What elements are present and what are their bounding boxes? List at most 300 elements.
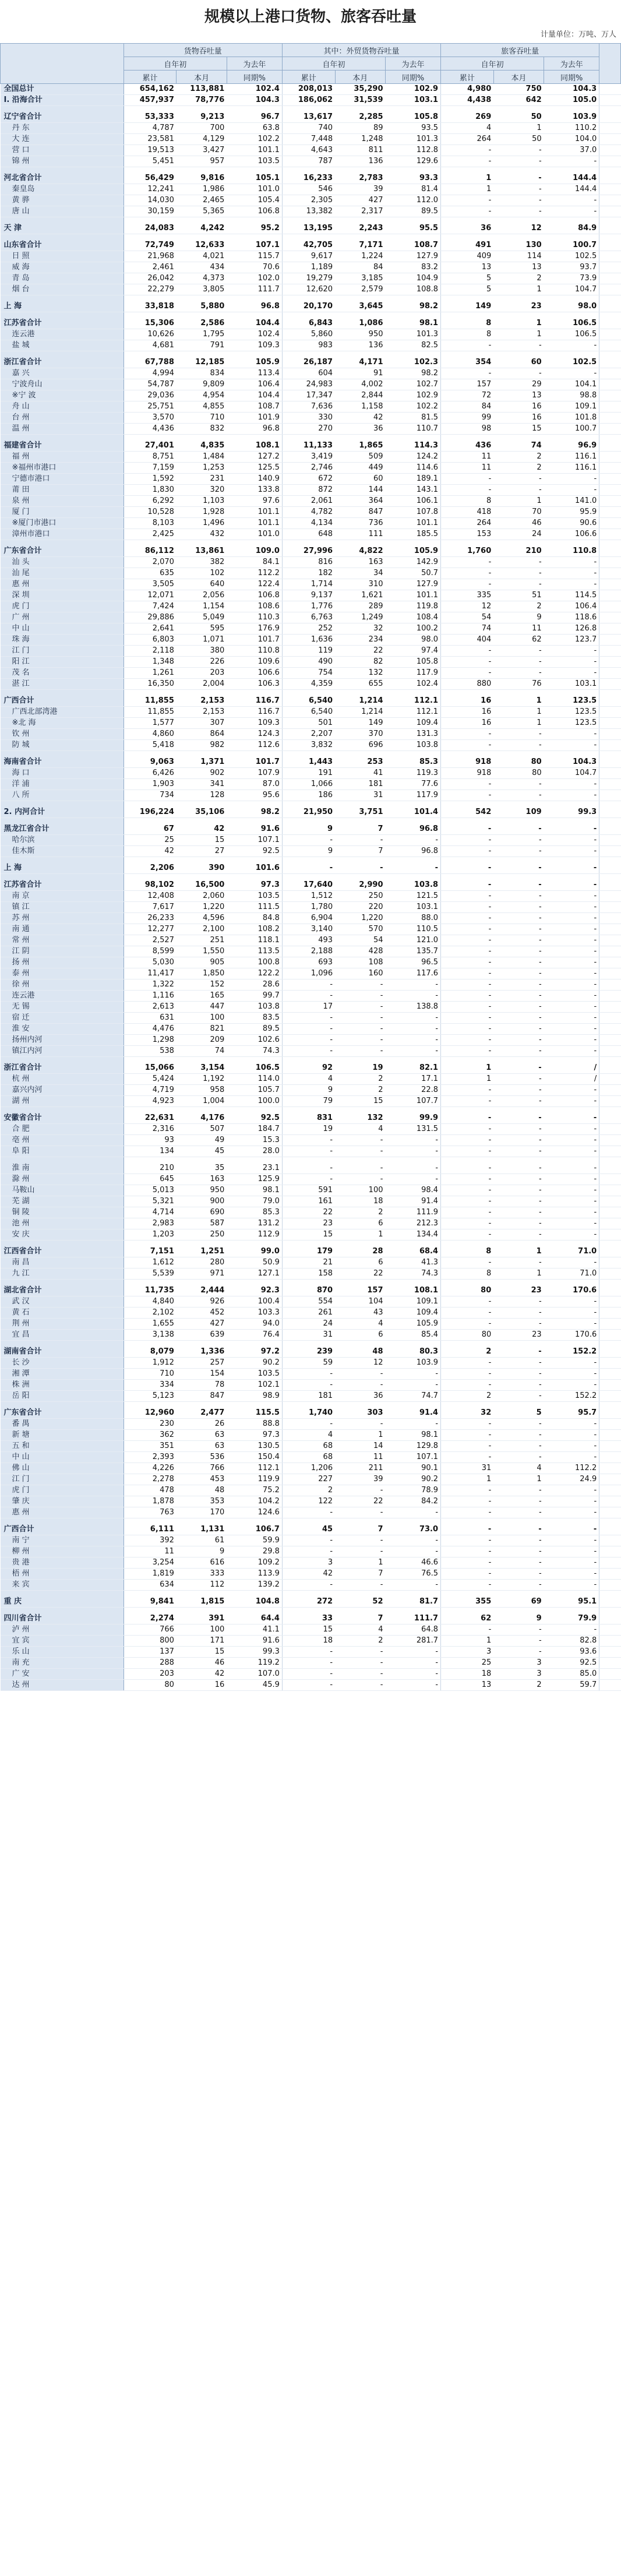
cell-foreign-yoy: 64.8: [386, 1624, 441, 1636]
row-label: [1, 295, 124, 302]
cell-foreign-yoy: -: [386, 1507, 441, 1518]
cell-passenger-cumulative: 149: [441, 301, 494, 312]
cell-passenger-cumulative: 404: [441, 635, 494, 646]
cell-cargo-month: 957: [177, 156, 227, 167]
table-header: [1, 44, 621, 84]
cell-passenger-yoy: 114.5: [544, 590, 599, 601]
table-row: [1, 1207, 621, 1218]
cell-passenger-month: [493, 818, 544, 824]
cell-passenger-month: 24: [493, 529, 544, 540]
cell-foreign-month: 19: [335, 1063, 385, 1074]
cell-foreign-month: 1: [335, 1430, 385, 1441]
cell-passenger-yoy: -: [544, 1085, 599, 1096]
table-row: [1, 768, 621, 779]
cell-passenger-cumulative: -: [441, 474, 494, 485]
cell-passenger-yoy: 98.0: [544, 301, 599, 312]
cell-passenger-cumulative: 264: [441, 518, 494, 529]
cell-cargo-month: 15: [177, 835, 227, 846]
table-row: [1, 1535, 621, 1546]
cell-foreign-month: 48: [335, 1347, 385, 1358]
row-right-edge: [599, 1196, 621, 1207]
row-label: 江西省合计: [1, 1246, 124, 1257]
cell-foreign-yoy: 99.9: [386, 1113, 441, 1124]
row-right-edge: [599, 1319, 621, 1330]
cell-passenger-yoy: 144.4: [544, 184, 599, 195]
cell-cargo-yoy: 98.9: [227, 1391, 282, 1402]
cell-cargo-yoy: 92.5: [227, 1113, 282, 1124]
cell-cargo-yoy: 106.6: [227, 668, 282, 679]
cell-cargo-month: [177, 801, 227, 808]
cell-foreign-cumulative: 22: [282, 1207, 335, 1218]
cell-passenger-yoy: -: [544, 340, 599, 351]
row-right-edge: [599, 590, 621, 601]
cell-foreign-yoy: -: [386, 1135, 441, 1146]
cell-foreign-month: 2: [335, 1636, 385, 1647]
cell-passenger-yoy: -: [544, 880, 599, 891]
row-right-edge: [599, 1107, 621, 1113]
cell-foreign-yoy: -: [386, 1024, 441, 1035]
cell-foreign-month: -: [335, 1135, 385, 1146]
cell-passenger-yoy: [544, 751, 599, 757]
cell-cargo-yoy: 29.8: [227, 1546, 282, 1557]
cell-passenger-yoy: 106.4: [544, 601, 599, 612]
cell-passenger-yoy: 79.9: [544, 1613, 599, 1624]
cell-passenger-month: [493, 295, 544, 302]
cell-passenger-yoy: -: [544, 568, 599, 579]
row-label: 中 山: [1, 1452, 124, 1463]
cell-cargo-cumulative: 1,830: [124, 485, 177, 496]
cell-passenger-cumulative: -: [441, 1524, 494, 1535]
cell-passenger-cumulative: [441, 1107, 494, 1113]
cell-passenger-month: -: [493, 1636, 544, 1647]
cell-cargo-yoy: 110.8: [227, 646, 282, 657]
cell-passenger-month: -: [493, 1557, 544, 1569]
cell-cargo-month: 15: [177, 1647, 227, 1658]
row-right-edge: [599, 1035, 621, 1046]
row-label: [1, 234, 124, 241]
row-right-edge: [599, 635, 621, 646]
cell-passenger-cumulative: 74: [441, 623, 494, 635]
table-row: [1, 195, 621, 206]
row-label: 徐 州: [1, 979, 124, 991]
cell-foreign-month: -: [335, 1369, 385, 1380]
row-label: 辽宁省合计: [1, 112, 124, 123]
table-row: [1, 1035, 621, 1046]
cell-foreign-month: -: [335, 1669, 385, 1680]
cell-cargo-yoy: [227, 312, 282, 319]
cell-cargo-cumulative: 67: [124, 824, 177, 835]
port-throughput-table: [0, 43, 621, 1691]
row-label: 贵 港: [1, 1557, 124, 1569]
header-foreign-group: 其中：外贸货物吞吐量: [282, 44, 440, 57]
row-label: 唐 山: [1, 206, 124, 217]
cell-cargo-cumulative: 392: [124, 1535, 177, 1546]
row-label: 南 通: [1, 924, 124, 935]
cell-cargo-cumulative: 3,570: [124, 413, 177, 424]
cell-cargo-yoy: 90.2: [227, 1358, 282, 1369]
cell-foreign-yoy: [386, 818, 441, 824]
cell-passenger-yoy: -: [544, 1507, 599, 1518]
cell-cargo-month: 170: [177, 1507, 227, 1518]
cell-foreign-yoy: 135.7: [386, 946, 441, 957]
table-row: [1, 612, 621, 623]
cell-passenger-month: [493, 217, 544, 224]
cell-cargo-yoy: [227, 1591, 282, 1597]
cell-passenger-month: -: [493, 979, 544, 991]
row-right-edge: [599, 623, 621, 635]
cell-passenger-cumulative: -: [441, 790, 494, 801]
cell-foreign-cumulative: 17,640: [282, 880, 335, 891]
cell-foreign-month: -: [335, 1013, 385, 1024]
cell-foreign-cumulative: 186: [282, 790, 335, 801]
table-row: [1, 579, 621, 590]
cell-passenger-cumulative: 25: [441, 1658, 494, 1669]
cell-cargo-yoy: [227, 217, 282, 224]
cell-foreign-month: 4,002: [335, 379, 385, 390]
cell-foreign-cumulative: 21: [282, 1257, 335, 1268]
cell-passenger-month: -: [493, 1441, 544, 1452]
row-label: 洋 浦: [1, 779, 124, 790]
row-label: [1, 540, 124, 547]
cell-cargo-cumulative: 4,860: [124, 729, 177, 740]
cell-foreign-month: 655: [335, 679, 385, 690]
cell-foreign-cumulative: 45: [282, 1524, 335, 1535]
cell-passenger-yoy: -: [544, 790, 599, 801]
row-label: 马鞍山: [1, 1185, 124, 1196]
cell-foreign-month: [335, 234, 385, 241]
cell-foreign-yoy: 78.9: [386, 1485, 441, 1496]
cell-cargo-month: 958: [177, 1085, 227, 1096]
cell-foreign-month: 253: [335, 757, 385, 768]
table-row: [1, 913, 621, 924]
cell-cargo-yoy: 88.8: [227, 1419, 282, 1430]
table-row: [1, 1296, 621, 1308]
cell-foreign-yoy: 98.1: [386, 1430, 441, 1441]
cell-passenger-month: 1: [493, 718, 544, 729]
cell-cargo-cumulative: 54,787: [124, 379, 177, 390]
cell-foreign-cumulative: -: [282, 1035, 335, 1046]
cell-cargo-cumulative: 766: [124, 1624, 177, 1636]
cell-foreign-yoy: 90.2: [386, 1474, 441, 1485]
cell-passenger-yoy: 106.5: [544, 318, 599, 329]
cell-foreign-month: 2,783: [335, 173, 385, 184]
cell-passenger-cumulative: 880: [441, 679, 494, 690]
cell-passenger-cumulative: -: [441, 206, 494, 217]
cell-cargo-cumulative: 4,787: [124, 123, 177, 134]
row-right-edge: [599, 223, 621, 234]
cell-passenger-cumulative: 157: [441, 379, 494, 390]
cell-foreign-month: [335, 690, 385, 696]
cell-foreign-month: 28: [335, 1246, 385, 1257]
cell-foreign-yoy: 103.8: [386, 880, 441, 891]
cell-foreign-month: -: [335, 1035, 385, 1046]
cell-foreign-cumulative: 12,620: [282, 284, 335, 295]
cell-foreign-month: 220: [335, 902, 385, 913]
cell-foreign-yoy: 102.9: [386, 390, 441, 401]
row-label: 汕 头: [1, 557, 124, 568]
cell-passenger-cumulative: 1: [441, 184, 494, 195]
cell-cargo-yoy: 95.2: [227, 223, 282, 234]
table-row: [1, 474, 621, 485]
cell-cargo-yoy: 96.7: [227, 112, 282, 123]
header-passenger-yoy-pct: 同期%: [544, 71, 599, 84]
cell-cargo-cumulative: 15,066: [124, 1063, 177, 1074]
table-row: [1, 1174, 621, 1185]
cell-passenger-yoy: 110.8: [544, 546, 599, 557]
cell-foreign-month: 32: [335, 623, 385, 635]
cell-cargo-month: [177, 1280, 227, 1286]
cell-foreign-cumulative: 983: [282, 340, 335, 351]
cell-foreign-cumulative: 24: [282, 1319, 335, 1330]
cell-cargo-yoy: 84.1: [227, 557, 282, 568]
cell-foreign-cumulative: -: [282, 863, 335, 874]
spacer-row: [1, 351, 621, 358]
cell-passenger-cumulative: 13: [441, 1680, 494, 1691]
row-right-edge: [599, 106, 621, 112]
cell-foreign-yoy: 117.9: [386, 668, 441, 679]
cell-foreign-cumulative: 2,188: [282, 946, 335, 957]
cell-foreign-month: -: [335, 1485, 385, 1496]
table-row: [1, 84, 621, 95]
row-right-edge: [599, 1163, 621, 1174]
cell-foreign-cumulative: [282, 435, 335, 441]
cell-cargo-yoy: [227, 690, 282, 696]
cell-passenger-cumulative: -: [441, 880, 494, 891]
row-right-edge: [599, 857, 621, 864]
cell-cargo-month: 950: [177, 1185, 227, 1196]
cell-foreign-month: 2,317: [335, 206, 385, 217]
cell-cargo-cumulative: 334: [124, 1380, 177, 1391]
row-label: [1, 857, 124, 864]
cell-foreign-cumulative: [282, 167, 335, 174]
cell-cargo-month: 2,153: [177, 707, 227, 718]
row-right-edge: [599, 690, 621, 696]
cell-foreign-month: 2,990: [335, 880, 385, 891]
cell-cargo-month: 1,154: [177, 601, 227, 612]
cell-passenger-yoy: -: [544, 1135, 599, 1146]
table-row: [1, 357, 621, 368]
cell-passenger-month: -: [493, 173, 544, 184]
cell-cargo-yoy: 127.1: [227, 1268, 282, 1280]
row-label: 泰 州: [1, 968, 124, 979]
cell-foreign-month: 427: [335, 195, 385, 206]
cell-foreign-month: [335, 1608, 385, 1614]
cell-cargo-cumulative: 15,306: [124, 318, 177, 329]
cell-foreign-cumulative: 3,832: [282, 740, 335, 751]
cell-foreign-cumulative: [282, 312, 335, 319]
cell-foreign-cumulative: 17,347: [282, 390, 335, 401]
row-right-edge: [599, 357, 621, 368]
table-row: [1, 863, 621, 874]
cell-cargo-month: 3,427: [177, 145, 227, 156]
cell-passenger-month: -: [493, 195, 544, 206]
cell-cargo-month: 257: [177, 1358, 227, 1369]
cell-passenger-yoy: -: [544, 979, 599, 991]
cell-cargo-cumulative: 11,855: [124, 707, 177, 718]
cell-foreign-cumulative: 24,983: [282, 379, 335, 390]
header-passenger-cumulative: 累计: [441, 71, 494, 84]
cell-cargo-month: 971: [177, 1268, 227, 1280]
row-right-edge: [599, 1680, 621, 1691]
cell-passenger-month: [493, 234, 544, 241]
table-row: [1, 379, 621, 390]
cell-passenger-cumulative: -: [441, 568, 494, 579]
cell-foreign-yoy: 80.3: [386, 1347, 441, 1358]
cell-foreign-cumulative: -: [282, 1419, 335, 1430]
cell-cargo-month: 2,586: [177, 318, 227, 329]
cell-cargo-cumulative: 3,254: [124, 1557, 177, 1569]
row-right-edge: [599, 1046, 621, 1057]
cell-passenger-month: 4: [493, 1463, 544, 1474]
cell-passenger-cumulative: -: [441, 1218, 494, 1229]
cell-foreign-month: 2: [335, 1085, 385, 1096]
cell-foreign-cumulative: 9,137: [282, 590, 335, 601]
cell-foreign-cumulative: -: [282, 979, 335, 991]
row-right-edge: [599, 1241, 621, 1247]
row-right-edge: [599, 112, 621, 123]
cell-foreign-cumulative: [282, 217, 335, 224]
cell-foreign-cumulative: 208,013: [282, 84, 335, 95]
table-row: [1, 668, 621, 679]
row-right-edge: [599, 818, 621, 824]
cell-passenger-cumulative: -: [441, 1002, 494, 1013]
row-label: 佛 山: [1, 1463, 124, 1474]
cell-cargo-month: 390: [177, 863, 227, 874]
row-right-edge: [599, 1369, 621, 1380]
row-right-edge: [599, 1185, 621, 1196]
table-row: [1, 507, 621, 518]
cell-cargo-yoy: 150.4: [227, 1452, 282, 1463]
cell-cargo-cumulative: 4,714: [124, 1207, 177, 1218]
cell-cargo-month: 280: [177, 1257, 227, 1268]
cell-passenger-yoy: [544, 1591, 599, 1597]
cell-cargo-yoy: 102.4: [227, 84, 282, 95]
cell-foreign-cumulative: [282, 751, 335, 757]
cell-passenger-month: -: [493, 1535, 544, 1546]
cell-cargo-cumulative: 6,803: [124, 635, 177, 646]
row-label: 滁 州: [1, 1174, 124, 1185]
cell-foreign-cumulative: [282, 857, 335, 864]
cell-cargo-month: 100: [177, 1013, 227, 1024]
cell-passenger-month: [493, 751, 544, 757]
cell-foreign-cumulative: 272: [282, 1597, 335, 1608]
cell-passenger-cumulative: 1: [441, 1063, 494, 1074]
table-row: [1, 635, 621, 646]
row-label: 乐 山: [1, 1647, 124, 1658]
cell-passenger-yoy: 103.1: [544, 679, 599, 690]
cell-cargo-month: 5,880: [177, 301, 227, 312]
cell-passenger-month: -: [493, 1013, 544, 1024]
cell-passenger-cumulative: 269: [441, 112, 494, 123]
cell-passenger-cumulative: 4: [441, 123, 494, 134]
cell-foreign-cumulative: 182: [282, 568, 335, 579]
cell-cargo-month: [177, 751, 227, 757]
table-row: [1, 184, 621, 195]
spacer-row: [1, 1280, 621, 1286]
cell-passenger-cumulative: 918: [441, 757, 494, 768]
cell-passenger-cumulative: -: [441, 1135, 494, 1146]
cell-foreign-yoy: 85.3: [386, 757, 441, 768]
cell-foreign-month: 7: [335, 824, 385, 835]
cell-foreign-month: 1,248: [335, 134, 385, 145]
cell-foreign-month: 1,865: [335, 441, 385, 452]
cell-foreign-yoy: 112.8: [386, 145, 441, 156]
cell-passenger-yoy: 104.7: [544, 284, 599, 295]
cell-cargo-month: 341: [177, 779, 227, 790]
cell-foreign-month: 7: [335, 1613, 385, 1624]
cell-cargo-cumulative: 27,401: [124, 441, 177, 452]
cell-foreign-yoy: -: [386, 991, 441, 1002]
cell-foreign-yoy: -: [386, 1419, 441, 1430]
cell-foreign-month: -: [335, 1146, 385, 1157]
cell-passenger-month: -: [493, 1146, 544, 1157]
cell-passenger-yoy: -: [544, 1146, 599, 1157]
cell-foreign-month: 14: [335, 1441, 385, 1452]
cell-passenger-yoy: -: [544, 1185, 599, 1196]
cell-foreign-yoy: 112.1: [386, 707, 441, 718]
cell-foreign-cumulative: -: [282, 1507, 335, 1518]
header-foreign-month: 本月: [335, 71, 385, 84]
row-right-edge: [599, 579, 621, 590]
row-right-edge: [599, 379, 621, 390]
cell-cargo-yoy: 107.0: [227, 1669, 282, 1680]
cell-passenger-yoy: 95.1: [544, 1597, 599, 1608]
cell-cargo-month: 9,809: [177, 379, 227, 390]
cell-foreign-yoy: -: [386, 1658, 441, 1669]
cell-cargo-yoy: 84.8: [227, 913, 282, 924]
row-right-edge: [599, 1358, 621, 1369]
cell-passenger-cumulative: [441, 1057, 494, 1063]
cell-passenger-cumulative: -: [441, 1358, 494, 1369]
row-right-edge: [599, 1597, 621, 1608]
cell-cargo-cumulative: 2,118: [124, 646, 177, 657]
cell-cargo-cumulative: 10,626: [124, 329, 177, 340]
cell-cargo-month: 791: [177, 340, 227, 351]
cell-cargo-yoy: 101.1: [227, 518, 282, 529]
cell-cargo-cumulative: 4,681: [124, 340, 177, 351]
cell-foreign-cumulative: 15: [282, 1229, 335, 1241]
cell-cargo-month: 639: [177, 1330, 227, 1341]
cell-cargo-cumulative: [124, 234, 177, 241]
row-label: 南 充: [1, 1658, 124, 1669]
cell-foreign-cumulative: 6,540: [282, 707, 335, 718]
row-right-edge: [599, 1218, 621, 1229]
cell-passenger-month: -: [493, 1135, 544, 1146]
cell-cargo-cumulative: 2,206: [124, 863, 177, 874]
cell-foreign-yoy: 108.1: [386, 1285, 441, 1296]
cell-passenger-month: 2: [493, 273, 544, 284]
row-label: [1, 874, 124, 880]
row-label: 青 岛: [1, 273, 124, 284]
cell-passenger-month: -: [493, 1524, 544, 1535]
cell-cargo-month: 1,484: [177, 452, 227, 463]
row-label: 宁波舟山: [1, 379, 124, 390]
cell-cargo-cumulative: 22,279: [124, 284, 177, 295]
row-label: 防 城: [1, 740, 124, 751]
cell-cargo-cumulative: 210: [124, 1163, 177, 1174]
cell-passenger-month: [493, 1341, 544, 1347]
cell-foreign-cumulative: 490: [282, 657, 335, 668]
cell-cargo-cumulative: [124, 217, 177, 224]
cell-passenger-month: 76: [493, 679, 544, 690]
row-right-edge: [599, 463, 621, 474]
cell-passenger-cumulative: 13: [441, 262, 494, 273]
cell-passenger-cumulative: -: [441, 957, 494, 968]
cell-passenger-yoy: -: [544, 1380, 599, 1391]
table-row: [1, 1452, 621, 1463]
cell-foreign-month: 1,621: [335, 590, 385, 601]
cell-cargo-cumulative: [124, 1241, 177, 1247]
